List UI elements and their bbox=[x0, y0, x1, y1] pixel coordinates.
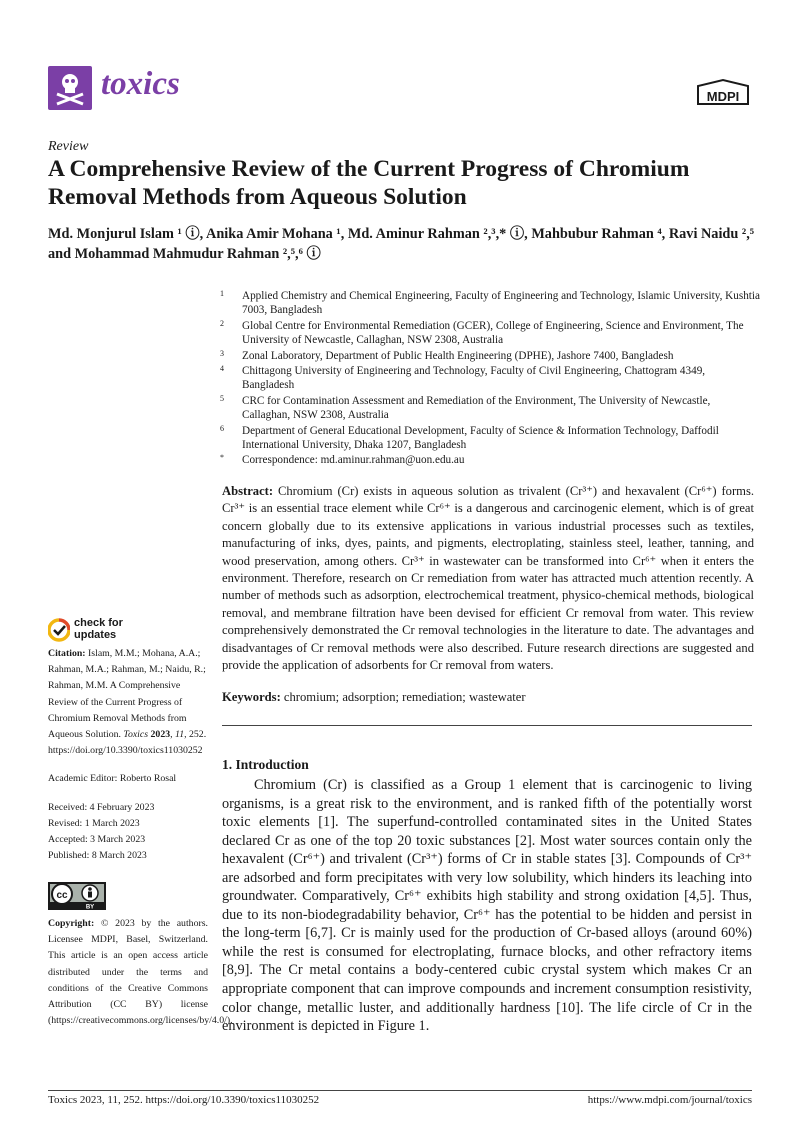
affiliations bbox=[220, 289, 760, 469]
journal-logo-icon bbox=[48, 66, 92, 110]
authors-line-2[interactable]: and Mohammad Mahmudur Rahman ²,⁵,⁶ ⓘ bbox=[48, 246, 321, 262]
svg-text:BY: BY bbox=[85, 904, 95, 910]
affiliation-item: 6 Department of General Educational Development, Faculty of Science & Information Technology, Daffodil International University, Dhaka 1207, Bangladesh bbox=[220, 423, 719, 452]
check-for-updates-icon[interactable] bbox=[48, 618, 70, 642]
keywords-text: chromium; adsorption; remediation; wastewater bbox=[283, 690, 526, 704]
article-info-sidebar bbox=[48, 646, 208, 864]
svg-text:cc: cc bbox=[56, 890, 68, 901]
academic-editor: Academic Editor: Roberto Rosal bbox=[48, 773, 177, 785]
article-title: A Comprehensive Review of the Current Progress of Chromium Removal Methods from Aqueous Solution bbox=[48, 156, 690, 210]
abstract bbox=[222, 483, 754, 674]
footer-divider bbox=[48, 1090, 752, 1091]
affiliation-item: 2 Global Centre for Environmental Remediation (GCER), College of Engineering, Science and Environment, The University of Newcastle, Callaghan, NSW 2308, Australia bbox=[220, 318, 744, 347]
mdpi-logo-icon bbox=[694, 78, 752, 108]
revised-date: Revised: 1 March 2023 bbox=[48, 817, 140, 829]
introduction-body: Chromium (Cr) is classified as a Group 1 element that is carcinogenic to living organisms, is a great risk to the environment, and is ranked fifth of the potentially worst toxic elements [1]. The superfund-controlled contaminated sites in the United States declared Cr as one of the top 20 toxic substances [2]. Most water sources contain only the hexavalent (Cr⁶⁺) and trivalent (Cr³⁺) forms of Cr in stable states [3]. Compounds of Cr³⁺ are adsorbed and form precipitates with very low solubility, which hinders its leaching into groundwater. Comparatively, Cr⁶⁺ exhibits high stability and strong oxidation [4,5]. Thus, due to its non-biodegradability behavior, Cr⁶⁺ has the potential to be hidden and persist in the long-term [6,7]. Cr is mainly used for the production of Cr-based alloys (around 60%) while the rest is consumed for electroplating, furnace blocks, and other refractory items [8,9]. The Cr metal contains a body-centered cubic crystal system which makes Cr an appropriate component that can improve compounds and increment consumption resistivity, color change, metallic luster, and additionally hardness [10]. The life circle of Cr in the environment is depicted in Figure 1. bbox=[222, 777, 752, 1035]
author-list bbox=[48, 224, 778, 264]
abstract-text: Chromium (Cr) exists in aqueous solution as trivalent (Cr³⁺) and hexavalent (Cr⁶⁺) forms. Cr³⁺ is an essential trace element while Cr⁶⁺ is a dangerous and carcinogenic element, which is of great concern globally due to its extensive applications in various industrial processes such as textiles, manufacturing of inks, dyes, paints, and pigments, electroplating, stainless steel, leather, tanning, and wood preservation, among others. Cr³⁺ in wastewater can be transformed into Cr⁶⁺ when it enters the environment. Therefore, research on Cr remediation from water has attracted much attention recently. A number of methods such as adsorption, electrochemical treatment, physico-chemical methods, biological removal, and membrane filtration have been devised for efficient Cr removal from water. This review comprehensively demonstrated the Cr removal technologies in the literature to date. The advantages and disadvantages of Cr removal methods were also described. Future research directions are suggested and provide the application of adsorbents for Cr removal from waters. bbox=[222, 484, 754, 673]
cc-by-license-icon[interactable] bbox=[48, 882, 106, 910]
abstract-label: Abstract: bbox=[222, 484, 274, 498]
footer-journal-link[interactable]: https://www.mdpi.com/journal/toxics bbox=[587, 1094, 752, 1106]
publisher-name: MDPI bbox=[706, 89, 740, 104]
journal-name: toxics bbox=[101, 66, 180, 102]
correspondence[interactable]: * Correspondence: md.aminur.rahman@uon.edu.au bbox=[220, 453, 465, 467]
published-date: Published: 8 March 2023 bbox=[48, 850, 147, 862]
copyright-notice: Copyright: © 2023 by the authors. Licensee MDPI, Basel, Switzerland. This article is an open access article distributed under the terms and conditions of the Creative Commons Attribution (CC BY) license (https://creativecommons.org/licenses/by/4.0/). bbox=[48, 918, 233, 1027]
affiliation-item: 4 Chittagong University of Engineering and Technology, Faculty of Civil Engineering, Chattogram 4349, Bangladesh bbox=[220, 364, 706, 392]
authors-line-1[interactable]: Md. Monjurul Islam ¹ ⓘ, Anika Amir Mohana ¹, Md. Aminur Rahman ²,³,* ⓘ, Mahbubur Rahman ⁴, Ravi Naidu ²,⁵ bbox=[48, 226, 755, 242]
accepted-date: Accepted: 3 March 2023 bbox=[48, 834, 146, 846]
affiliation-item: 1 Applied Chemistry and Chemical Engineering, Faculty of Engineering and Technology, Islamic University, Kushtia 7003, Bangladesh bbox=[220, 289, 760, 317]
citation: Citation: Islam, M.M.; Mohana, A.A.; Rahman, M.A.; Rahman, M.; Naidu, R.; Rahman, M.M. A Comprehensive Review of the Current Progress of Chromium Removal Methods from Aqueous Solution. Toxics 2023, 11, 252. https://doi.org/10.3390/toxics11030252 bbox=[48, 648, 207, 757]
keywords bbox=[222, 690, 754, 705]
affiliation-item: 3 Zonal Laboratory, Department of Public Health Engineering (DPHE), Jashore 7400, Bangladesh bbox=[220, 348, 674, 362]
divider bbox=[222, 725, 752, 726]
check-for-updates-button[interactable]: check for updates bbox=[74, 617, 123, 641]
received-date: Received: 4 February 2023 bbox=[48, 801, 155, 813]
section-heading-introduction: 1. Introduction bbox=[222, 757, 309, 772]
affiliation-item: 5 CRC for Contamination Assessment and Remediation of the Environment, The University of Newcastle, Callaghan, NSW 2308, Australia bbox=[220, 393, 711, 422]
keywords-label: Keywords: bbox=[222, 690, 281, 704]
footer-citation[interactable]: Toxics 2023, 11, 252. https://doi.org/10.3390/toxics11030252 bbox=[48, 1094, 320, 1106]
article-type: Review bbox=[48, 139, 89, 154]
